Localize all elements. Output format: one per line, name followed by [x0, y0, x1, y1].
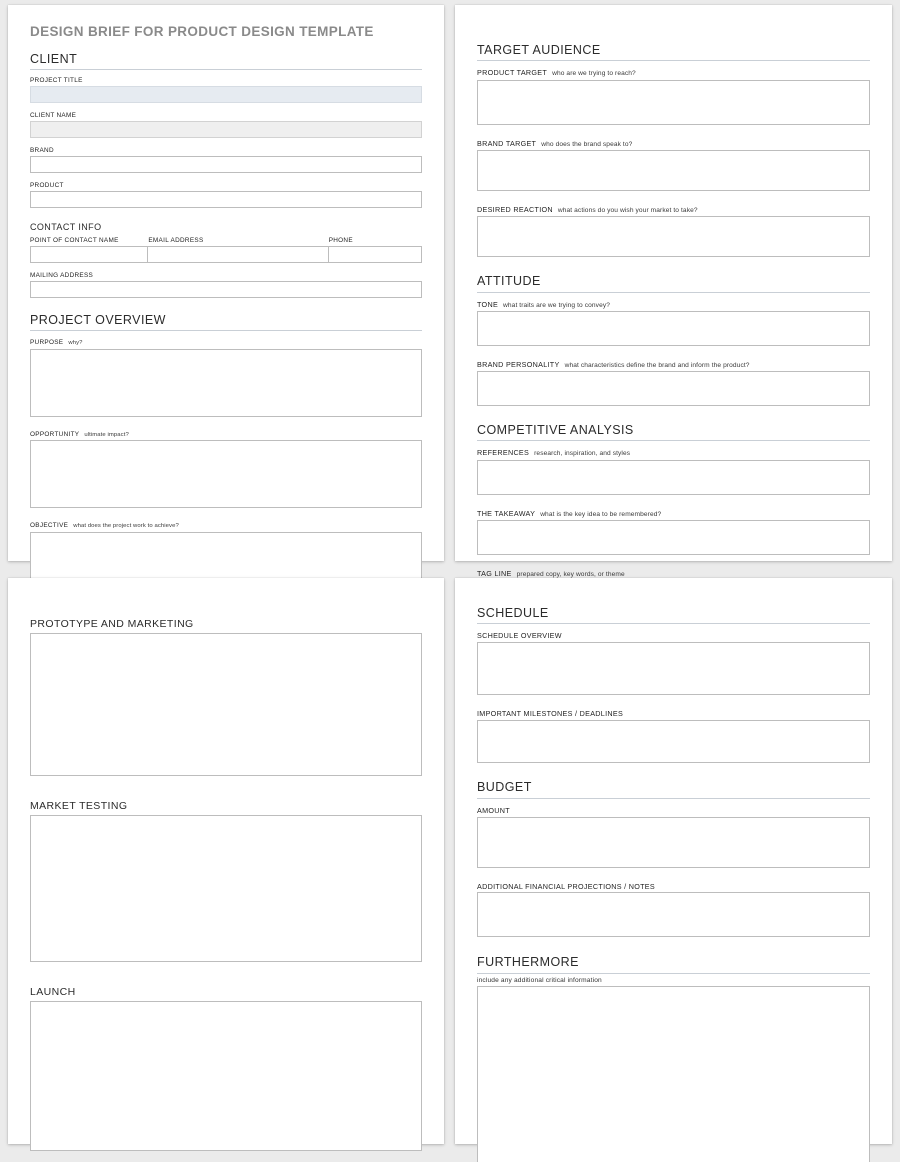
textarea-launch[interactable] [30, 1001, 422, 1151]
hint-brand-personality: what characteristics define the brand and inform the product? [564, 361, 750, 369]
section-heading-schedule: SCHEDULE [477, 606, 870, 624]
field-the-takeaway [477, 510, 870, 555]
field-product [30, 182, 422, 208]
hint-desired-reaction: what actions do you wish your market to take? [557, 206, 698, 214]
field-tone [477, 301, 870, 346]
label-opportunity: OPPORTUNITY ultimate impact? [30, 430, 129, 438]
textarea-brand-personality[interactable] [477, 371, 870, 406]
section-heading-furthermore: FURTHERMORE [477, 955, 870, 973]
field-brand-target [477, 140, 870, 191]
field-launch [30, 986, 422, 1151]
hint-tone: what traits are we trying to convey? [503, 301, 610, 309]
label-additional-financial-projections-notes: ADDITIONAL FINANCIAL PROJECTIONS / NOTES [477, 881, 655, 891]
hint-references: research, inspiration, and styles [534, 450, 631, 458]
field-client-name [30, 112, 422, 138]
field-brand [30, 147, 422, 173]
label-product: PRODUCT [30, 182, 64, 190]
label-mailing-address: MAILING ADDRESS [30, 271, 94, 279]
field-product-target [477, 69, 870, 124]
hint-objective: what does the project work to achieve? [73, 523, 179, 530]
label-email-address: EMAIL ADDRESS [148, 236, 204, 244]
heading-prototype-and-marketing: PROTOTYPE AND MARKETING [30, 618, 194, 630]
label-phone: PHONE [328, 236, 353, 244]
textarea-purpose[interactable] [30, 349, 422, 417]
hint-tag-line: prepared copy, key words, or theme [516, 570, 625, 578]
page-4-sheet [455, 578, 892, 1144]
label-point-of-contact-name: POINT OF CONTACT NAME [30, 236, 119, 244]
field-prototype-and-marketing [30, 618, 422, 776]
textarea-schedule-overview[interactable] [477, 642, 870, 695]
textarea-furthermore[interactable] [477, 986, 870, 1162]
label-client-name: CLIENT NAME [30, 112, 77, 120]
field-amount [477, 807, 870, 868]
textarea-important-milestones-deadlines[interactable] [477, 720, 870, 763]
field-references [477, 449, 870, 494]
label-brand: BRAND [30, 147, 54, 155]
label-desired-reaction: DESIRED REACTION what actions do you wish your market to take? [477, 204, 698, 214]
input-project-title[interactable] [30, 86, 422, 103]
textarea-references[interactable] [477, 460, 870, 495]
hint-brand-target: who does the brand speak to? [541, 140, 633, 148]
section-heading-competitive-analysis: COMPETITIVE ANALYSIS [477, 423, 870, 441]
textarea-brand-target[interactable] [477, 150, 870, 191]
field-opportunity [30, 431, 422, 508]
label-references: REFERENCES research, inspiration, and styles [477, 448, 631, 458]
field-purpose [30, 339, 422, 416]
heading-launch: LAUNCH [30, 986, 76, 999]
textarea-amount[interactable] [477, 817, 870, 868]
textarea-additional-financial-projections-notes[interactable] [477, 892, 870, 937]
field-desired-reaction [477, 206, 870, 257]
textarea-market-testing[interactable] [30, 815, 422, 962]
section-heading-client: CLIENT [30, 52, 422, 70]
label-purpose: PURPOSE why? [30, 339, 83, 347]
label-brand-target: BRAND TARGET who does the brand speak to? [477, 138, 633, 148]
label-project-title: PROJECT TITLE [30, 77, 83, 85]
field-email-address [148, 237, 328, 263]
heading-market-testing: MARKET TESTING [30, 800, 128, 813]
note-furthermore: include any additional critical information [477, 976, 602, 984]
section-heading-budget: BUDGET [477, 780, 870, 798]
page-1-sheet [8, 5, 444, 561]
label-important-milestones-deadlines: IMPORTANT MILESTONES / DEADLINES [477, 709, 624, 719]
field-schedule-overview [477, 632, 870, 695]
label-product-target: PRODUCT TARGET who are we trying to reach? [477, 68, 636, 78]
label-schedule-overview: SCHEDULE OVERVIEW [477, 631, 562, 641]
hint-purpose: why? [68, 340, 83, 347]
input-brand[interactable] [30, 156, 422, 173]
hint-opportunity: ultimate impact? [84, 431, 129, 438]
input-phone[interactable] [329, 246, 422, 263]
field-mailing-address [30, 272, 422, 298]
field-point-of-contact-name [30, 237, 148, 263]
label-amount: AMOUNT [477, 805, 510, 815]
label-the-takeaway: THE TAKEAWAY what is the key idea to be remembered? [477, 508, 662, 518]
page-title: DESIGN BRIEF FOR PRODUCT DESIGN TEMPLATE [30, 24, 374, 39]
textarea-product-target[interactable] [477, 80, 870, 125]
input-client-name[interactable] [30, 121, 422, 138]
page-2-sheet [455, 5, 892, 578]
label-brand-personality: BRAND PERSONALITY what characteristics define the brand and inform the product? [477, 359, 750, 369]
textarea-opportunity[interactable] [30, 440, 422, 508]
textarea-desired-reaction[interactable] [477, 216, 870, 257]
field-market-testing [30, 800, 422, 962]
hint-the-takeaway: what is the key idea to be remembered? [540, 510, 662, 518]
section-heading-project-overview: PROJECT OVERVIEW [30, 313, 422, 331]
field-brand-personality [477, 361, 870, 406]
contact-info-row [30, 237, 422, 263]
textarea-tone[interactable] [477, 311, 870, 346]
field-phone [329, 237, 422, 263]
section-heading-contact-info: CONTACT INFO [30, 222, 102, 233]
label-tag-line: TAG LINE prepared copy, key words, or theme [477, 568, 625, 578]
page-3-sheet [8, 578, 444, 1144]
hint-product-target: who are we trying to reach? [552, 70, 636, 78]
field-additional-financial-projections-notes [477, 883, 870, 938]
input-product[interactable] [30, 191, 422, 208]
field-project-title [30, 77, 422, 103]
input-email-address[interactable] [148, 246, 328, 263]
label-objective: OBJECTIVE what does the project work to achieve? [30, 522, 179, 530]
textarea-prototype-and-marketing[interactable] [30, 633, 422, 776]
textarea-the-takeaway[interactable] [477, 520, 870, 555]
field-important-milestones-deadlines [477, 710, 870, 763]
input-point-of-contact-name[interactable] [30, 246, 148, 263]
section-heading-target-audience: TARGET AUDIENCE [477, 43, 870, 61]
input-mailing-address[interactable] [30, 281, 422, 298]
label-tone: TONE what traits are we trying to convey? [477, 299, 610, 309]
section-heading-attitude: ATTITUDE [477, 274, 870, 292]
